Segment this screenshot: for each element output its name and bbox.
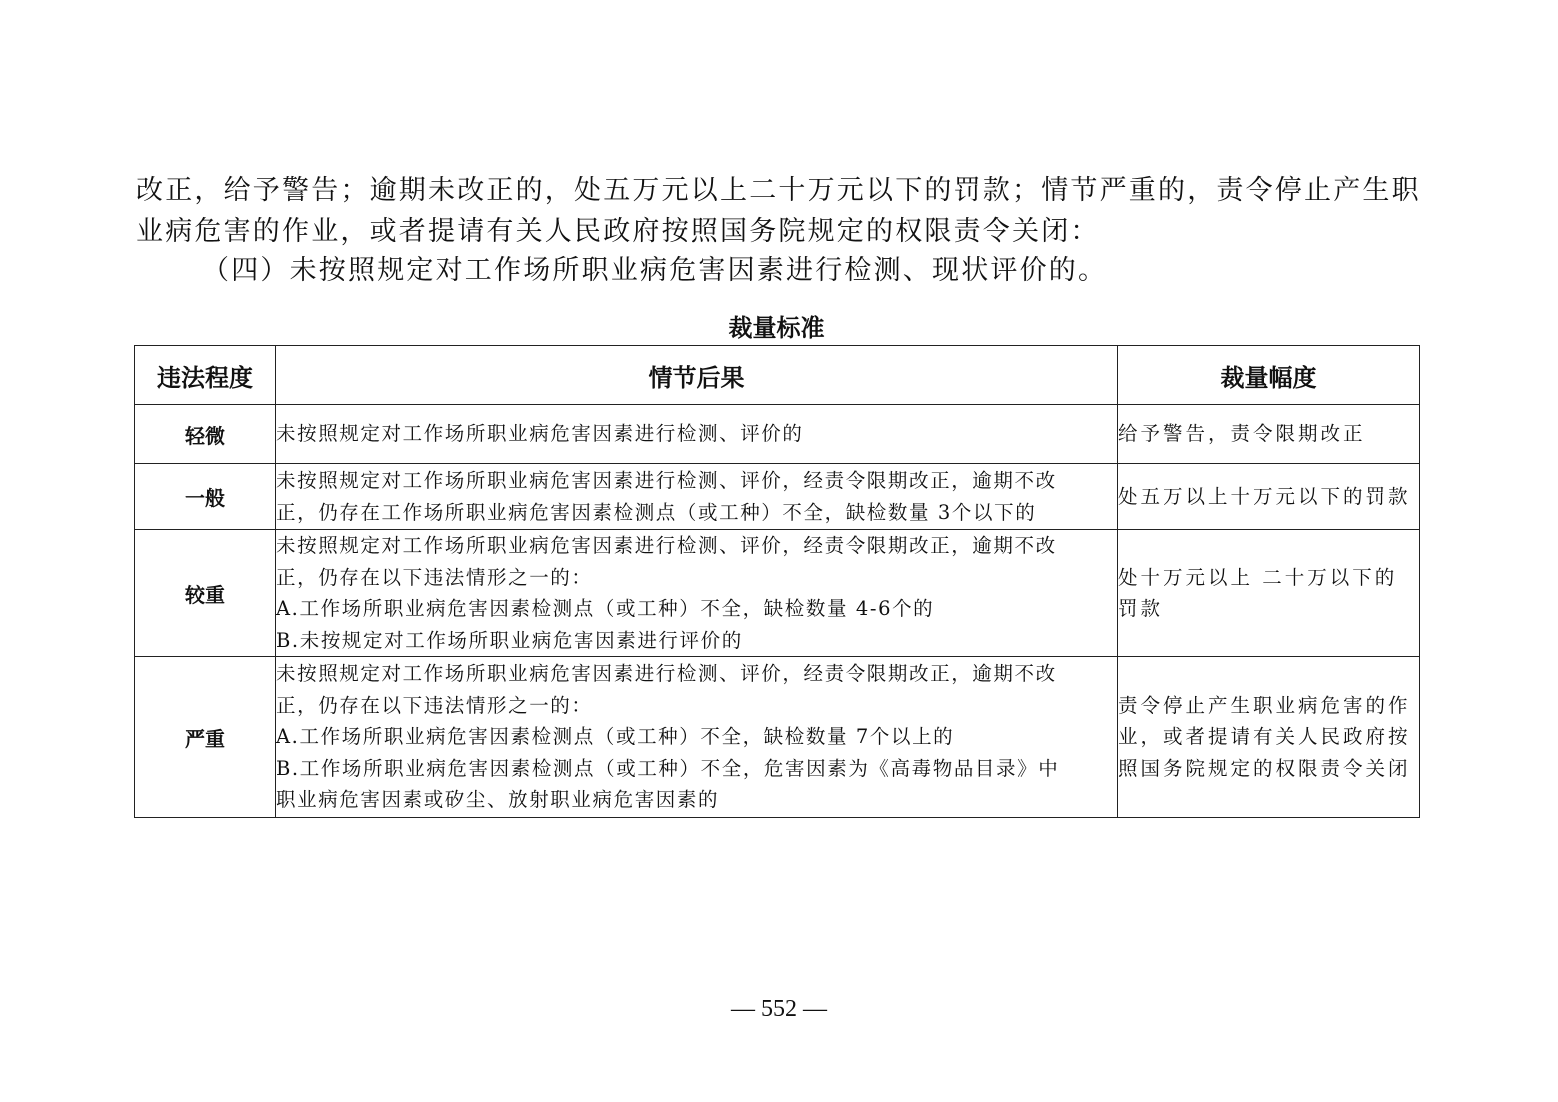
- penalty-text: 处十万元以上 二十万以下的罚款: [1118, 565, 1398, 620]
- table-row: [135, 405, 1420, 464]
- level-cell: 严重: [135, 657, 276, 818]
- table-row: [135, 530, 1420, 657]
- facts-cell: [276, 530, 1118, 657]
- header-violation-degree: 违法程度: [135, 346, 276, 405]
- facts-line: 正，仍存在以下违法情形之一的：: [276, 565, 593, 589]
- paragraph-line: 改正，给予警告；逾期未改正的，处五万元以上二十万元以下的罚款；情节严重的，责令停止产生职: [136, 175, 1421, 206]
- table-header-row: [135, 346, 1420, 405]
- facts-line: 未按照规定对工作场所职业病危害因素进行检测、评价的: [276, 422, 804, 446]
- facts-line: A.工作场所职业病危害因素检测点（或工种）不全，缺检数量 4-6个的: [276, 597, 935, 620]
- discretion-standard-table: [134, 345, 1420, 818]
- table-title: 裁量标准: [728, 314, 825, 342]
- facts-line: B.工作场所职业病危害因素检测点（或工种）不全，危害因素为《高毒物品目录》中: [276, 756, 1060, 780]
- penalty-text: 处五万以上十万元以下的罚款: [1118, 484, 1411, 508]
- facts-line: A.工作场所职业病危害因素检测点（或工种）不全，缺检数量 7个以上的: [276, 725, 955, 749]
- facts-cell: [276, 657, 1118, 818]
- penalty-cell: [1118, 657, 1420, 818]
- table-row: [135, 657, 1420, 818]
- page-number: — 552 —: [731, 996, 827, 1022]
- penalty-text: 责令停止产生职业病危害的作业，或者提请有关人民政府按照国务院规定的权限责令关闭: [1118, 693, 1411, 780]
- facts-line: 正，仍存在以下违法情形之一的：: [276, 693, 593, 717]
- facts-line: 职业病危害因素或矽尘、放射职业病危害因素的: [276, 788, 720, 812]
- body-paragraph: [136, 170, 1426, 252]
- penalty-cell: [1118, 464, 1420, 530]
- paragraph-line: 业病危害的作业，或者提请有关人民政府按照国务院规定的权限责令关闭：: [136, 216, 1100, 247]
- clause-paragraph: （四）未按照规定对工作场所职业病危害因素进行检测、现状评价的。: [202, 255, 1108, 286]
- header-circumstances: 情节后果: [276, 346, 1118, 405]
- table-row: [135, 464, 1420, 530]
- facts-line: 未按照规定对工作场所职业病危害因素进行检测、评价，经责令限期改正，逾期不改: [276, 534, 1057, 557]
- level-cell: 轻微: [135, 405, 276, 464]
- level-cell: 较重: [135, 530, 276, 657]
- level-cell: 一般: [135, 464, 276, 530]
- facts-line: 未按照规定对工作场所职业病危害因素进行检测、评价，经责令限期改正，逾期不改: [276, 662, 1057, 686]
- penalty-cell: [1118, 530, 1420, 657]
- penalty-text: 给予警告，责令限期改正: [1118, 422, 1366, 446]
- facts-line: B.未按规定对工作场所职业病危害因素进行评价的: [276, 628, 743, 652]
- header-penalty-range: 裁量幅度: [1118, 346, 1420, 405]
- facts-cell: [276, 405, 1118, 464]
- facts-line: 正，仍存在工作场所职业病危害因素检测点（或工种）不全，缺检数量 3个以下的: [276, 500, 1037, 524]
- facts-cell: [276, 464, 1118, 530]
- facts-line: 未按照规定对工作场所职业病危害因素进行检测、评价，经责令限期改正，逾期不改: [276, 469, 1057, 492]
- penalty-cell: [1118, 405, 1420, 464]
